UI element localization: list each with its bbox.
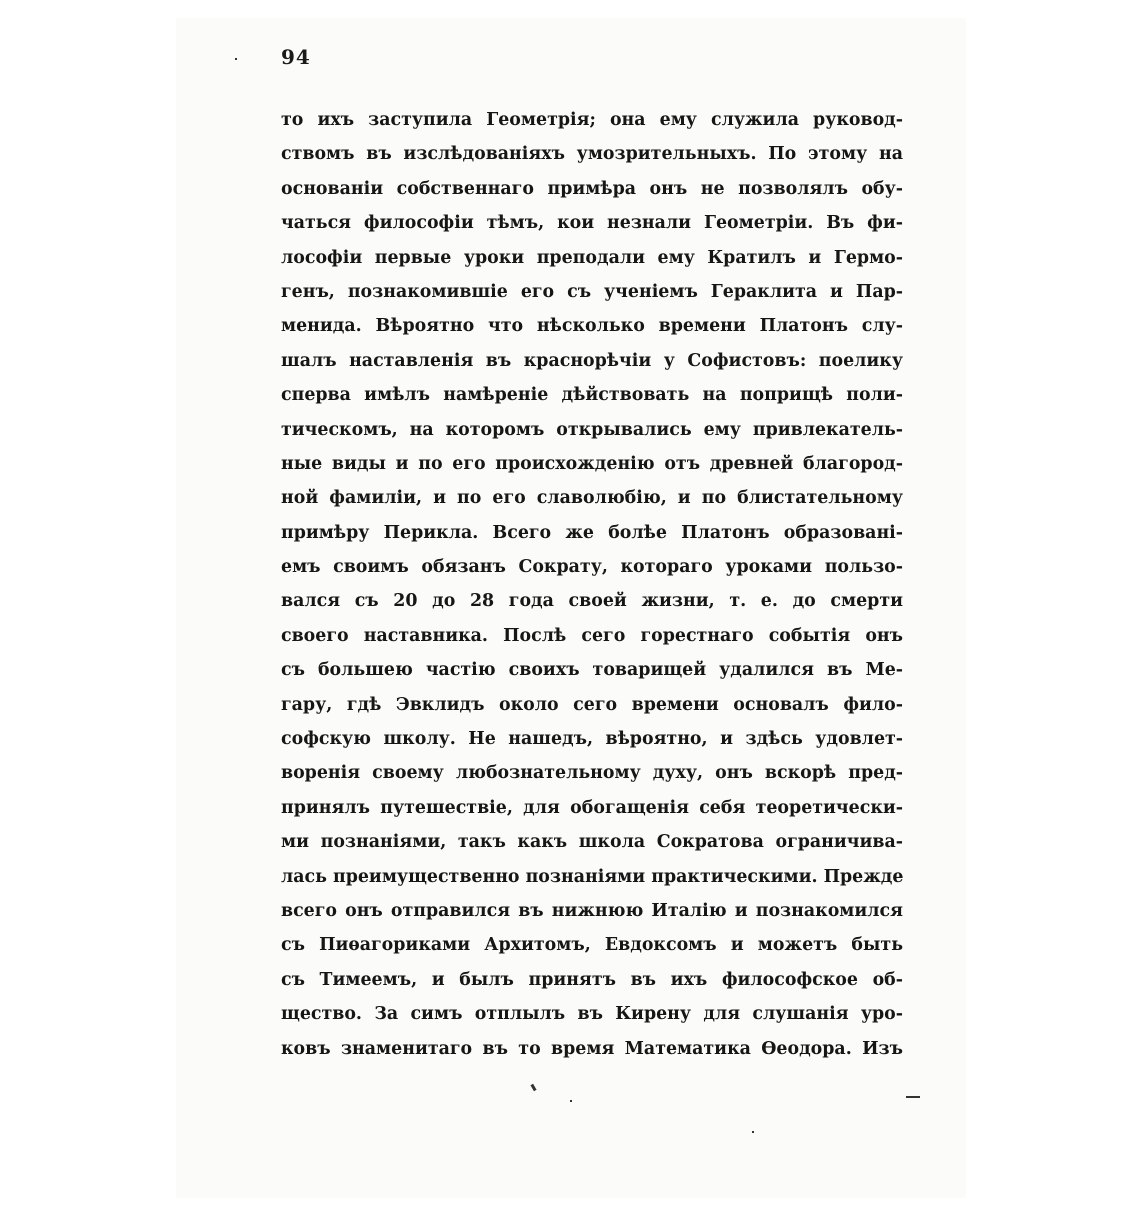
text-line: то ихъ заступила Геометрія; она ему служила руковод- (281, 110, 903, 130)
text-line: менида. Вѣроятно что нѣсколько времени Платонъ слу- (281, 316, 903, 337)
text-line: гару, гдѣ Эвклидъ около сего времени основалъ фило- (281, 694, 903, 715)
scan-speck (235, 58, 237, 60)
text-line: съ Тимеемъ, и былъ принятъ въ ихъ философское об- (281, 969, 903, 990)
page-number: 94 (281, 45, 311, 69)
text-line: своего наставника. Послѣ сего горестнаго событія онъ (281, 625, 903, 646)
text-line: тическомъ, на которомъ открывались ему привлекатель- (281, 419, 903, 440)
text-line: принялъ путешествіе, для обогащенія себя теоретически- (281, 797, 903, 818)
text-line: примѣру Перикла. Всего же болѣе Платонъ образовані- (281, 522, 903, 543)
text-line: вался съ 20 до 28 года своей жизни, т. е. до смерти (281, 591, 903, 612)
text-line: ной фамиліи, и по его славолюбію, и по блистательному (281, 488, 903, 509)
text-line: чаться философіи тѣмъ, кои незнали Геометріи. Въ фи- (281, 213, 903, 234)
text-line: ные виды и по его происхожденію отъ древней благород- (281, 453, 903, 474)
scan-speck (570, 1100, 572, 1102)
text-line: лософіи первые уроки преподали ему Кратилъ и Гермо- (281, 247, 903, 268)
text-line: ковъ знаменитаго въ то время Математика Ѳеодора. Изъ (281, 1038, 903, 1059)
text-line: основаніи собственнаго примѣра онъ не позволялъ обу- (281, 178, 903, 199)
text-line: сперва имѣлъ намѣреніе дѣйствовать на поприщѣ поли- (281, 385, 903, 406)
text-line: софскую школу. Не нашедъ, вѣроятно, и здѣсь удовлет- (281, 729, 903, 750)
text-line: лась преимущественно познаніями практическими. Прежде (281, 866, 903, 887)
text-line: генъ, познакомившіе его съ ученіемъ Гераклита и Пар- (281, 281, 903, 302)
scan-speck (752, 1131, 754, 1133)
text-line: емъ своимъ обязанъ Сократу, котораго уроками пользо- (281, 557, 903, 578)
text-line: щество. За симъ отплылъ въ Кирену для слушанія уро- (281, 1004, 903, 1025)
scan-speck (906, 1096, 920, 1098)
body-text (281, 103, 903, 1066)
text-line: съ большею частію своихъ товарищей удалился въ Ме- (281, 660, 903, 681)
text-line: шалъ наставленія въ краснорѣчіи у Софистовъ: поелику (281, 350, 903, 371)
text-line: ми познаніями, такъ какъ школа Сократова ограничива- (281, 832, 903, 853)
text-line: съ Пиѳагориками Архитомъ, Евдоксомъ и можетъ быть (281, 935, 903, 956)
text-line: ствомъ въ изслѣдованіяхъ умозрительныхъ. По этому на (281, 144, 903, 165)
text-line: воренія своему любознательному духу, онъ вскорѣ пред- (281, 763, 903, 784)
text-line: всего онъ отправился въ нижнюю Италію и познакомился (281, 900, 903, 921)
